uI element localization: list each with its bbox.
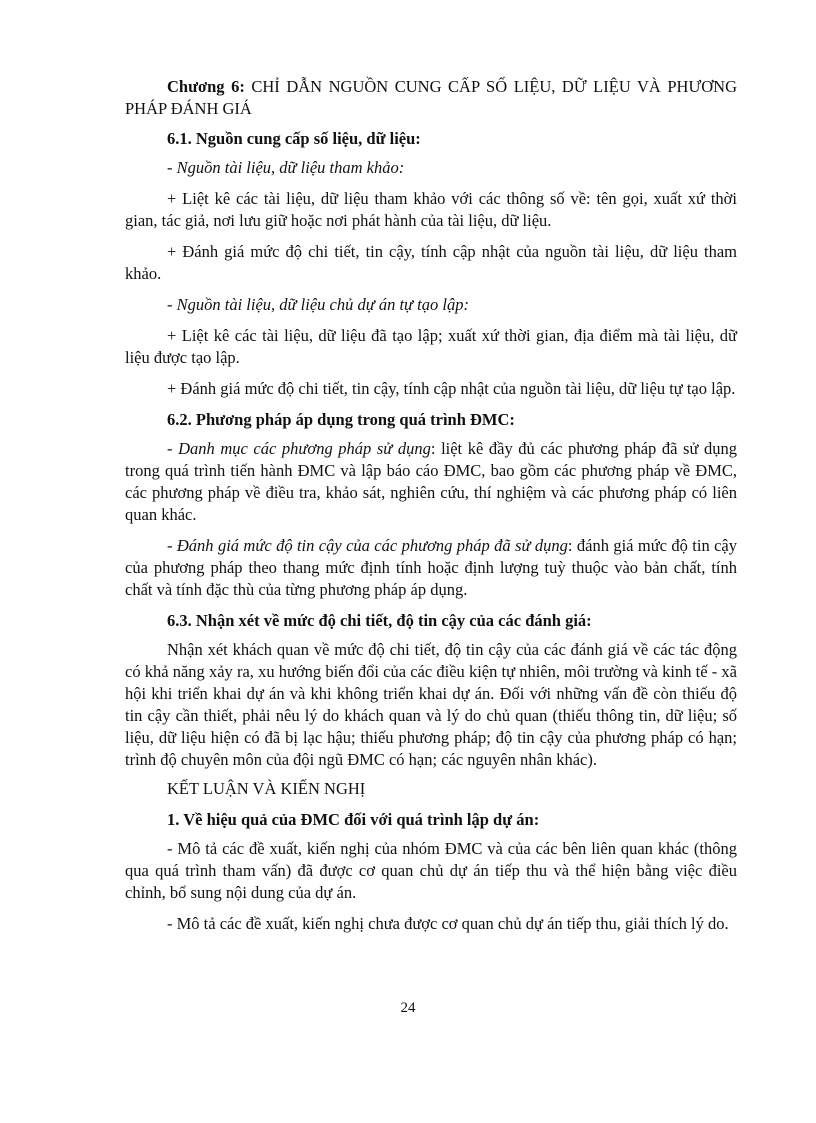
methods-reliability-label: - Đánh giá mức độ tin cậy của các phương pháp đã sử dụng xyxy=(167,536,568,555)
reference-sources-label: - Nguồn tài liệu, dữ liệu tham khảo: xyxy=(167,158,405,177)
conclusion-item-2: - Mô tả các đề xuất, kiến nghị chưa được cơ quan chủ dự án tiếp thu, giải thích lý do. xyxy=(167,914,729,933)
reference-sources-item-2: + Đánh giá mức độ chi tiết, tin cậy, tính cập nhật của nguồn tài liệu, dữ liệu tham khảo. xyxy=(125,242,737,283)
reference-sources-item-1: + Liệt kê các tài liệu, dữ liệu tham khảo với các thông số về: tên gọi, xuất xứ thời gian, tác giả, nơi lưu giữ hoặc nơi phát hành của tài liệu, dữ liệu. xyxy=(125,189,737,230)
own-sources-item-2: + Đánh giá mức độ chi tiết, tin cậy, tính cập nhật của nguồn tài liệu, dữ liệu tự tạo lập. xyxy=(167,379,736,398)
page-number: 24 xyxy=(400,1000,416,1016)
conclusion-heading-1: 1. Về hiệu quả của ĐMC đối với quá trình lập dự án: xyxy=(167,810,540,829)
methods-list-label: - Danh mục các phương pháp sử dụng xyxy=(167,439,431,458)
methods-list-paragraph xyxy=(125,438,737,526)
section-6-3-body: Nhận xét khách quan về mức độ chi tiết, độ tin cậy của các đánh giá về các tác động có khả năng xảy ra, xu hướng biến đổi của các điều kiện tự nhiên, môi trường và kinh tế - xã hội khi triển khai dự án và khi không triển khai dự án. Đối với những vấn đề còn thiếu độ tin cậy cần thiết, phải nêu lý do khách quan và lý do chủ quan (thiếu thông tin, dữ liệu; số liệu, dữ liệu hiện có đã bị lạc hậu; thiếu phương pháp; độ tin cậy của phương pháp có hạn; trình độ chuyên môn của đội ngũ ĐMC có hạn; các nguyên nhân khác). xyxy=(125,640,737,769)
chapter-title xyxy=(125,76,737,120)
methods-reliability-paragraph xyxy=(125,535,737,601)
conclusion-title: KẾT LUẬN VÀ KIẾN NGHỊ xyxy=(167,779,366,798)
conclusion-item-1: - Mô tả các đề xuất, kiến nghị của nhóm ĐMC và của các bên liên quan khác (thông qua quá trình tham vấn) đã được cơ quan chủ dự án tiếp thu và thể hiện bằng việc điều chỉnh, bổ sung nội dung của dự án. xyxy=(125,839,737,902)
own-sources-label: - Nguồn tài liệu, dữ liệu chủ dự án tự tạo lập: xyxy=(167,295,469,314)
methods-reliability-text: : đánh giá mức độ tin cậy của phương pháp theo thang mức định tính hoặc định lượng tuỳ thuộc vào bản chất, tính chất và tính đặc thù của từng phương pháp áp dụng. xyxy=(125,536,737,599)
methods-list-text: : liệt kê đầy đủ các phương pháp đã sử dụng trong quá trình tiến hành ĐMC và lập báo cáo ĐMC, bao gồm các phương pháp về ĐMC, các phương pháp về điều tra, khảo sát, nghiên cứu, thí nghiệm và các phương pháp có liên quan khác. xyxy=(125,439,737,524)
page-content xyxy=(125,76,737,944)
section-6-3-heading: 6.3. Nhận xét về mức độ chi tiết, độ tin cậy của các đánh giá: xyxy=(167,611,592,630)
chapter-label: Chương 6: xyxy=(167,77,245,96)
own-sources-item-1: + Liệt kê các tài liệu, dữ liệu đã tạo lập; xuất xứ thời gian, địa điểm mà tài liệu, dữ liệu được tạo lập. xyxy=(125,326,737,367)
section-6-2-heading: 6.2. Phương pháp áp dụng trong quá trình ĐMC: xyxy=(167,410,515,429)
chapter-name: CHỈ DẪN NGUỒN CUNG CẤP SỐ LIỆU, DỮ LIỆU VÀ PHƯƠNG PHÁP ĐÁNH GIÁ xyxy=(125,77,737,118)
section-6-1-heading: 6.1. Nguồn cung cấp số liệu, dữ liệu: xyxy=(167,129,421,148)
